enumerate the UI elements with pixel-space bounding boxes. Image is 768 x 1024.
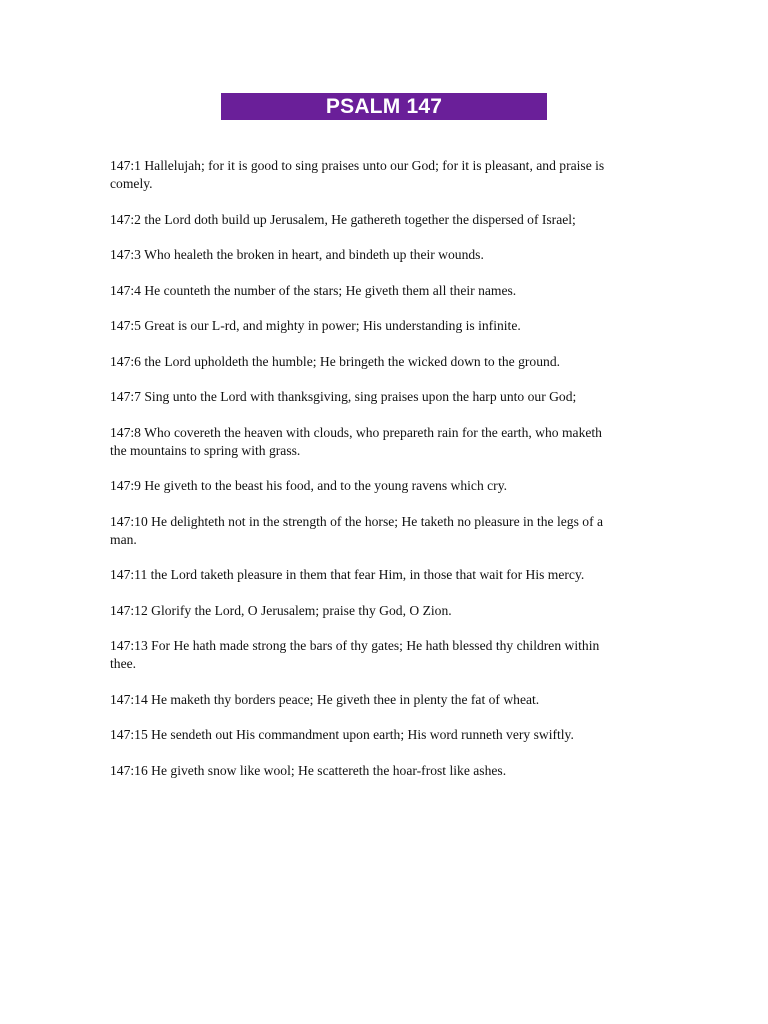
verse-2: 147:2 the Lord doth build up Jerusalem, He gathereth together the dispersed of Israel; bbox=[110, 211, 576, 227]
verse-16: 147:16 He giveth snow like wool; He scattereth the hoar-frost like ashes. bbox=[110, 762, 507, 778]
verse-list bbox=[110, 157, 610, 797]
verse-5: 147:5 Great is our L-rd, and mighty in power; His understanding is infinite. bbox=[110, 318, 521, 333]
verse-10: 147:10 He delighteth not in the strength of the horse; He taketh no pleasure in the legs of a man. bbox=[110, 513, 604, 547]
verse-6: 147:6 the Lord upholdeth the humble; He bringeth the wicked down to the ground. bbox=[110, 353, 561, 369]
verse-13: 147:13 For He hath made strong the bars of thy gates; He hath blessed thy children within thee. bbox=[110, 638, 600, 671]
verse-3: 147:3 Who healeth the broken in heart, and bindeth up their wounds. bbox=[110, 247, 484, 262]
title-banner bbox=[221, 93, 547, 120]
verse-1: 147:1 Hallelujah; for it is good to sing praises unto our God; for it is pleasant, and praise is comely. bbox=[110, 158, 605, 191]
verse-11: 147:11 the Lord taketh pleasure in them that fear Him, in those that wait for His mercy. bbox=[110, 567, 585, 582]
verse-4: 147:4 He counteth the number of the stars; He giveth them all their names. bbox=[110, 282, 517, 298]
verse-8: 147:8 Who covereth the heaven with clouds, who prepareth rain for the earth, who maketh the mountains to spring with grass. bbox=[110, 424, 602, 458]
verse-7: 147:7 Sing unto the Lord with thanksgiving, sing praises upon the harp unto our God; bbox=[110, 389, 577, 404]
verse-12: 147:12 Glorify the Lord, O Jerusalem; praise thy God, O Zion. bbox=[110, 602, 452, 618]
verse-14: 147:14 He maketh thy borders peace; He giveth thee in plenty the fat of wheat. bbox=[110, 691, 540, 707]
verse-15: 147:15 He sendeth out His commandment upon earth; His word runneth very swiftly. bbox=[110, 727, 574, 742]
page-title: PSALM 147 bbox=[325, 95, 443, 118]
verse-9: 147:9 He giveth to the beast his food, and to the young ravens which cry. bbox=[110, 478, 508, 493]
